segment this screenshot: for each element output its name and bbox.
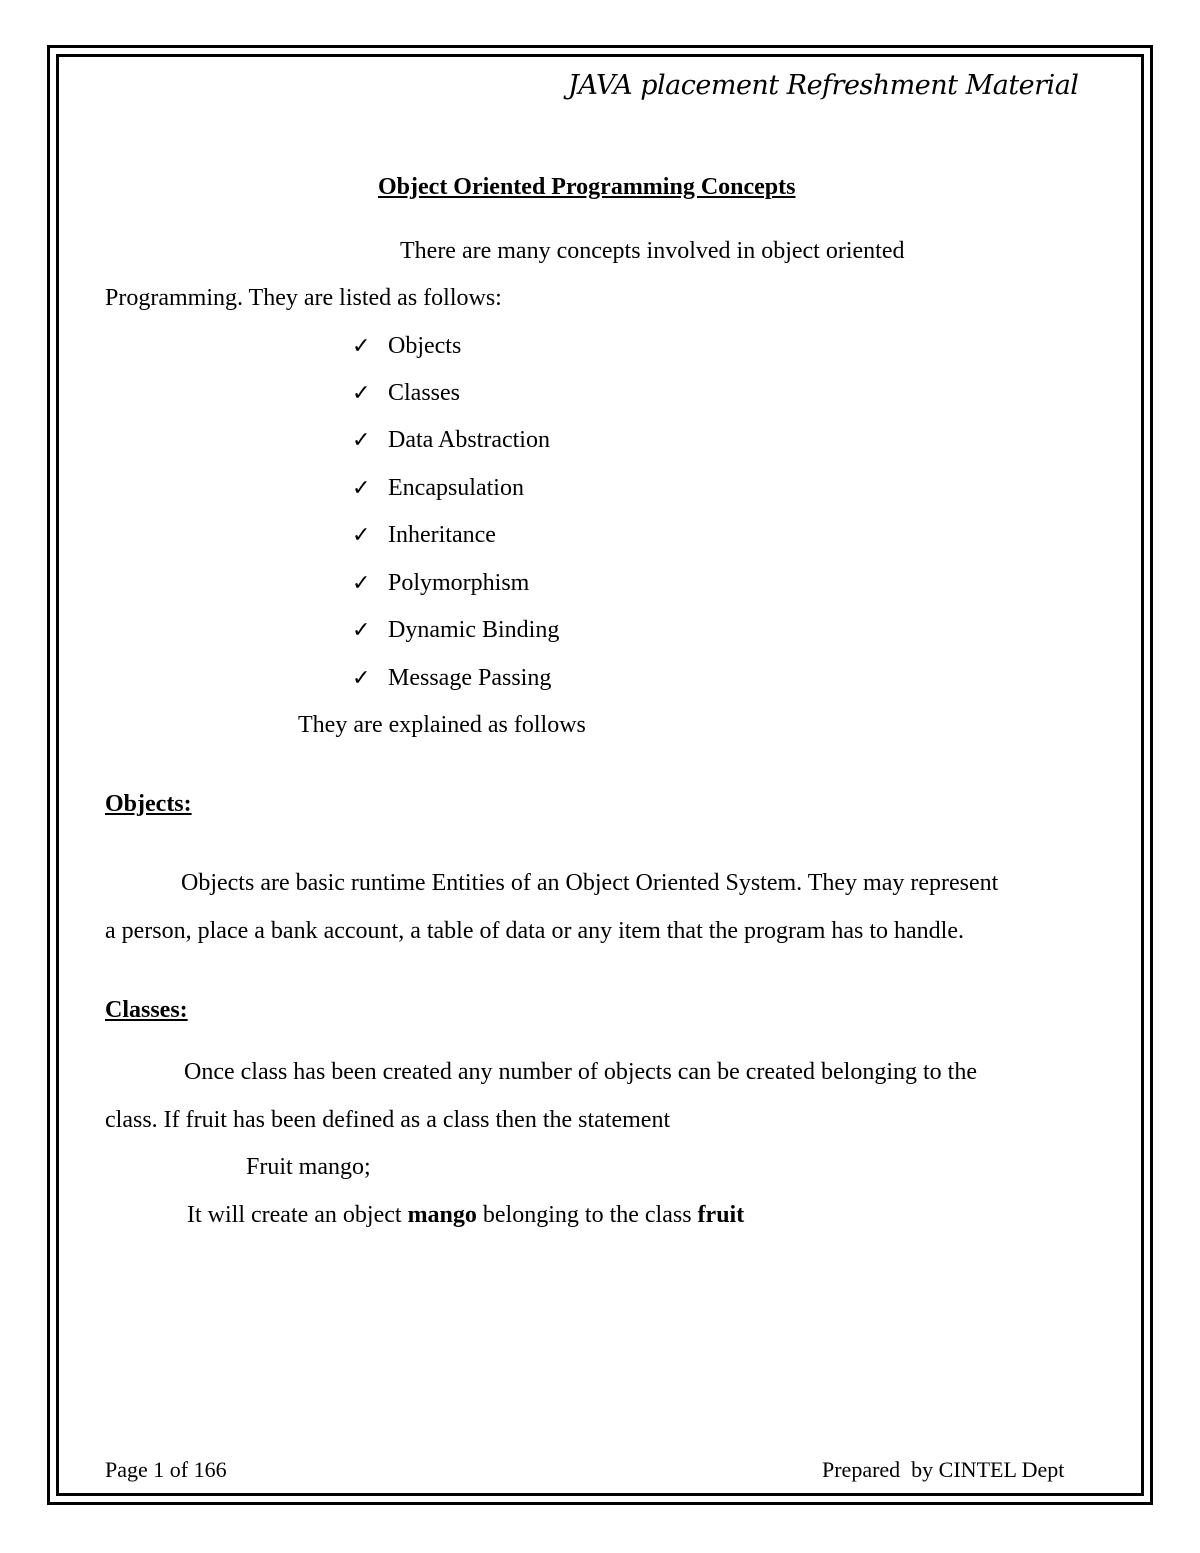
document-title: Object Oriented Programming Concepts xyxy=(378,174,796,200)
checkmark-icon: ✓ xyxy=(352,618,371,643)
header-title: JAVA placement Refreshment Material xyxy=(568,70,1079,101)
objects-paragraph-line-1: Objects are basic runtime Entities of an Object Oriented System. They may represent xyxy=(181,870,999,896)
checkmark-icon: ✓ xyxy=(352,523,371,548)
classes-paragraph-line-2: class. If fruit has been defined as a class then the statement xyxy=(105,1107,671,1133)
class-name: fruit xyxy=(697,1202,745,1228)
checkmark-icon: ✓ xyxy=(352,666,371,691)
footer-prepared-by: Prepared by CINTEL Dept xyxy=(822,1457,1065,1482)
objects-heading: Objects: xyxy=(105,791,192,817)
classes-heading: Classes: xyxy=(105,997,188,1023)
list-item xyxy=(352,665,551,692)
code-line: Fruit mango; xyxy=(246,1154,371,1180)
intro-line-1: There are many concepts involved in object oriented xyxy=(400,238,905,264)
page-border-inner xyxy=(56,54,1144,1496)
list-item xyxy=(352,475,524,502)
list-item xyxy=(352,427,550,454)
list-item xyxy=(352,380,460,407)
classes-result-line xyxy=(187,1202,744,1229)
objects-paragraph-line-2: a person, place a bank account, a table of data or any item that the program has to handle. xyxy=(105,918,964,944)
explained-line: They are explained as follows xyxy=(298,712,586,738)
checkmark-icon: ✓ xyxy=(352,571,371,596)
concept-label: Objects xyxy=(388,333,462,359)
list-item xyxy=(352,570,529,597)
list-item xyxy=(352,522,496,549)
result-prefix: It will create an object xyxy=(187,1202,408,1228)
checkmark-icon: ✓ xyxy=(352,428,371,453)
concept-label: Polymorphism xyxy=(388,570,530,596)
concept-label: Dynamic Binding xyxy=(388,617,560,643)
object-name: mango xyxy=(407,1202,477,1228)
concept-label: Encapsulation xyxy=(388,475,524,501)
checkmark-icon: ✓ xyxy=(352,334,371,359)
classes-paragraph-line-1: Once class has been created any number of objects can be created belonging to the xyxy=(184,1059,977,1085)
list-item xyxy=(352,333,461,360)
checkmark-icon: ✓ xyxy=(352,381,371,406)
concept-label: Data Abstraction xyxy=(388,427,550,453)
footer-page-number: Page 1 of 166 xyxy=(105,1457,227,1482)
intro-line-2: Programming. They are listed as follows: xyxy=(105,285,502,311)
concept-label: Classes xyxy=(388,380,460,406)
concept-label: Inheritance xyxy=(388,522,496,548)
result-middle: belonging to the class xyxy=(476,1202,698,1228)
checkmark-icon: ✓ xyxy=(352,476,371,501)
concept-label: Message Passing xyxy=(388,665,552,691)
list-item xyxy=(352,617,559,644)
